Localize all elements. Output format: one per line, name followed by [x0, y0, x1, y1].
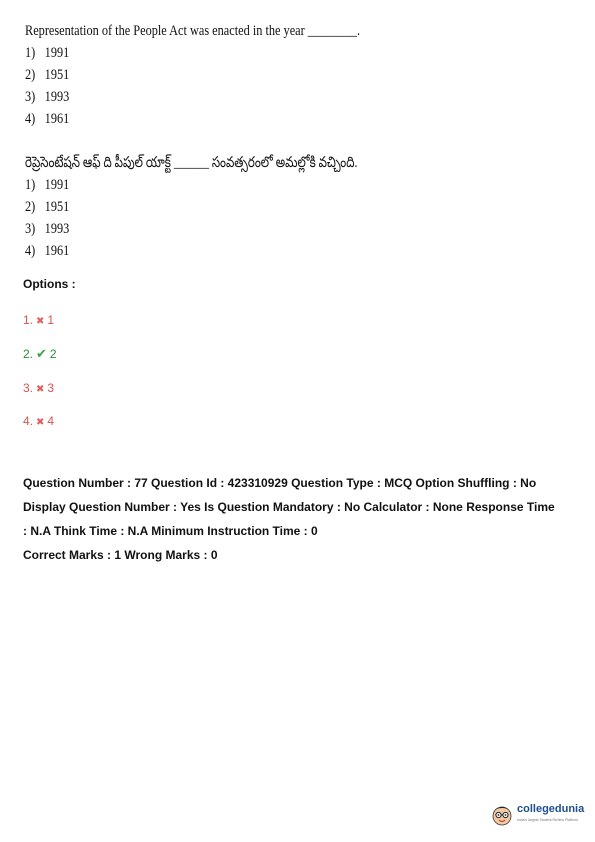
- question-telugu: [25, 152, 451, 262]
- answer-option-value: 1: [47, 313, 55, 327]
- option-number: 2): [25, 199, 36, 215]
- question-option: [25, 64, 360, 86]
- answer-option-3: [23, 380, 54, 398]
- option-number: 4): [25, 111, 36, 127]
- metadata-line: Question Number : 77 Question Id : 423310929 Question Type : MCQ Option Shuffling : No: [23, 476, 537, 490]
- option-value: 1951: [44, 67, 70, 83]
- metadata-line: : N.A Think Time : N.A Minimum Instruction Time : 0: [23, 524, 318, 538]
- answer-option-index: 1.: [23, 313, 34, 327]
- question-option: [25, 218, 374, 240]
- question-text-english: Representation of the People Act was enacted in the year ________.: [25, 23, 361, 39]
- answer-option-index: 3.: [23, 381, 34, 395]
- brand-tagline: India's largest Student Review Platform: [517, 818, 578, 822]
- option-value: 1991: [44, 45, 70, 61]
- metadata-line: Display Question Number : Yes Is Question Mandatory : No Calculator : None Response Time: [23, 500, 555, 514]
- answer-option-index: 4.: [23, 414, 34, 428]
- question-text-telugu: రెప్రెసెంటేషన్ ఆఫ్ ది పీపుల్ యాక్ట్ ______ సంవత్సరంలో అమల్లోకి వచ్చింది.: [25, 155, 358, 171]
- brand-name: collegedunia: [517, 803, 585, 815]
- cross-icon: ✖: [36, 384, 45, 395]
- option-value: 1961: [44, 243, 70, 259]
- marks-line: Correct Marks : 1 Wrong Marks : 0: [23, 548, 218, 562]
- option-value: 1951: [44, 199, 70, 215]
- question-option: [25, 174, 374, 196]
- option-number: 1): [25, 177, 36, 193]
- option-value: 1993: [44, 89, 70, 105]
- option-number: 4): [25, 243, 36, 259]
- option-number: 1): [25, 45, 36, 61]
- answer-option-4: [23, 413, 54, 431]
- option-value: 1991: [44, 177, 70, 193]
- option-value: 1961: [44, 111, 70, 127]
- option-value: 1993: [44, 221, 70, 237]
- question-english: [25, 20, 434, 130]
- answer-option-1: [23, 312, 54, 330]
- answer-option-index: 2.: [23, 347, 34, 361]
- option-number: 3): [25, 221, 36, 237]
- question-option: [25, 86, 360, 108]
- check-icon: ✔: [36, 346, 47, 361]
- question-metadata: [23, 471, 583, 567]
- options-heading: Options :: [23, 277, 76, 291]
- question-option: [25, 42, 360, 64]
- cross-icon: ✖: [36, 316, 45, 327]
- answer-option-value: 3: [47, 381, 55, 395]
- answer-option-value: 2: [49, 347, 57, 361]
- brand-logo: [490, 800, 590, 830]
- question-option: [25, 196, 374, 218]
- answer-option-value: 4: [47, 414, 55, 428]
- answer-option-2: [23, 346, 57, 362]
- mascot-face-icon: [490, 800, 514, 828]
- question-option: [25, 108, 360, 130]
- cross-icon: ✖: [36, 417, 45, 428]
- option-number: 2): [25, 67, 36, 83]
- question-option: [25, 240, 374, 262]
- option-number: 3): [25, 89, 36, 105]
